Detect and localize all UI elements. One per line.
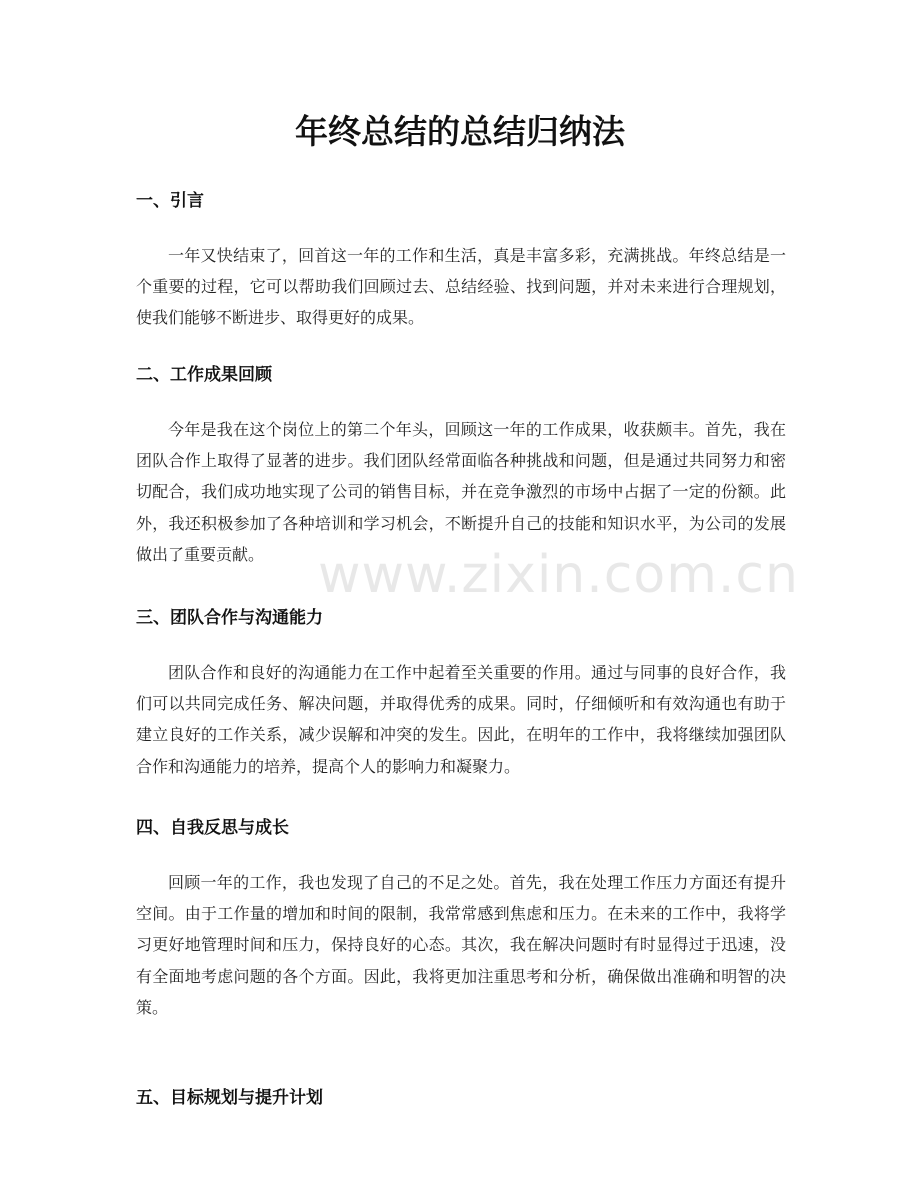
section-heading: 四、自我反思与成长 bbox=[136, 818, 289, 838]
section-paragraph: 团队合作和良好的沟通能力在工作中起着至关重要的作用。通过与同事的良好合作，我们可以共同完成任务、解决问题，并取得优秀的成果。同时，仔细倾听和有效沟通也有助于建立良好的工作关系，减少误解和冲突的发生。因此，在明年的工作中，我将继续加强团队合作和沟通能力的培养，提高个人的影响力和凝聚力。 bbox=[136, 663, 786, 776]
section-heading: 三、团队合作与沟通能力 bbox=[136, 608, 323, 628]
section-teamwork-communication bbox=[136, 605, 786, 782]
section-heading: 二、工作成果回顾 bbox=[136, 365, 272, 385]
section-heading: 五、目标规划与提升计划 bbox=[136, 1088, 323, 1108]
section-introduction bbox=[136, 188, 786, 334]
section-work-results bbox=[136, 362, 786, 570]
watermark: www.zixin.com.cn bbox=[318, 545, 799, 605]
section-paragraph: 回顾一年的工作，我也发现了自己的不足之处。首先，我在处理工作压力方面还有提升空间。由于工作量的增加和时间的限制，我常常感到焦虑和压力。在未来的工作中，我将学习更好地管理时间和压力，保持良好的心态。其次，我在解决问题时有时显得过于迅速，没有全面地考虑问题的各个方面。因此，我将更加注重思考和分析，确保做出准确和明智的决策。 bbox=[136, 873, 786, 1017]
section-paragraph: 一年又快结束了，回首这一年的工作和生活，真是丰富多彩，充满挑战。年终总结是一个重要的过程，它可以帮助我们回顾过去、总结经验、找到问题，并对未来进行合理规划，使我们能够不断进步、取得更好的成果。 bbox=[136, 246, 786, 328]
section-paragraph: 今年是我在这个岗位上的第二个年头，回顾这一年的工作成果，收获颇丰。首先，我在团队合作上取得了显著的进步。我们团队经常面临各种挑战和问题，但是通过共同努力和密切配合，我们成功地实现了公司的销售目标，并在竞争激烈的市场中占据了一定的份额。此外，我还积极参加了各种培训和学习机会，不断提升自己的技能和知识水平，为公司的发展做出了重要贡献。 bbox=[136, 420, 786, 564]
document-title: 年终总结的总结归纳法 bbox=[295, 112, 625, 151]
section-heading: 一、引言 bbox=[136, 191, 204, 211]
section-goal-planning bbox=[136, 1085, 786, 1111]
section-self-reflection bbox=[136, 815, 786, 1023]
